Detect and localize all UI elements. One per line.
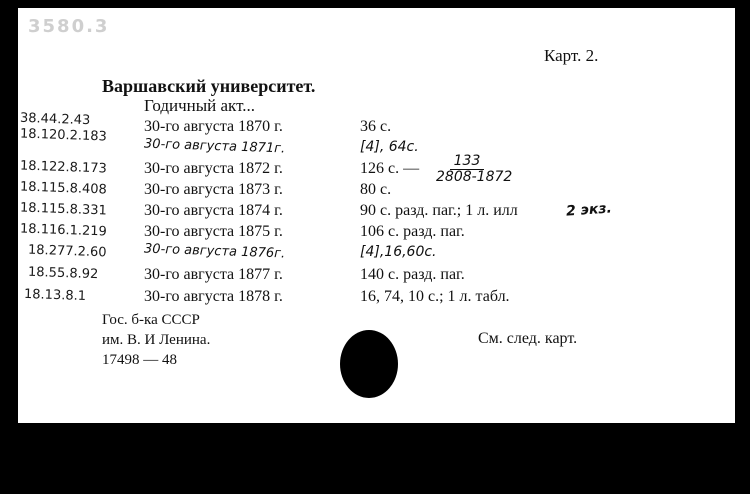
entry-extent-handwritten: [4],16,60с. [360, 244, 437, 260]
entry-extent: 16, 74, 10 с.; 1 л. табл. [360, 288, 510, 305]
entry-date: 30-го августа 1872 г. [144, 160, 283, 177]
entry-date: 30-го августа 1874 г. [144, 202, 283, 219]
entry-extent-handwritten: [4], 64с. [360, 139, 419, 155]
shelfmark: 38.44.2.43 [19, 110, 91, 129]
note-top: 133 [450, 154, 484, 170]
catalog-card [18, 8, 735, 423]
shelfmark: 18.277.2.60 [27, 242, 107, 261]
ink-blot [340, 330, 398, 398]
entry-extent: 126 с. — [360, 160, 420, 177]
entry-date: 30-го августа 1873 г. [144, 181, 283, 198]
entry-row [18, 223, 735, 245]
entry-date: 30-го августа 1870 г. [144, 118, 283, 135]
entry-extent: 80 с. [360, 181, 392, 198]
note-bottom: 2808-1872 [436, 169, 513, 185]
entry-date: 30-го августа 1878 г. [144, 288, 283, 305]
shelfmark: 18.115.8.331 [19, 200, 108, 219]
entry-row [18, 181, 735, 203]
print-number: 17498 — 48 [102, 352, 177, 368]
shelfmark: 18.120.2.183 [19, 126, 108, 145]
entry-extent: 106 с. разд. паг. [360, 223, 465, 240]
entry-row [18, 136, 735, 161]
catalog-stamp: 3580.3 [28, 16, 110, 37]
entry-row [18, 288, 735, 310]
library-dedication: им. В. И Ленина. [102, 332, 211, 348]
entry-date-handwritten: 30-го августа 1871г. [143, 136, 286, 157]
entry-date: 30-го августа 1875 г. [144, 223, 283, 240]
entry-row [18, 266, 735, 288]
entry-date: 30-го августа 1877 г. [144, 266, 283, 283]
shelfmark: 18.55.8.92 [27, 264, 99, 283]
handwritten-scribble: 2 экз. [565, 200, 613, 220]
shelfmark: 18.122.8.173 [19, 158, 108, 177]
card-number: Карт. 2. [544, 46, 599, 65]
entry-date-handwritten: 30-го августа 1876г. [143, 241, 286, 262]
entry-row [18, 202, 735, 224]
entry-extent: 90 с. разд. паг.; 1 л. илл [360, 202, 518, 219]
card-title: Варшавский университет. [102, 76, 316, 96]
shelfmark: 18.115.8.408 [19, 179, 108, 198]
entry-row [18, 153, 735, 185]
entry-extent: 36 с. [360, 118, 392, 135]
library-name: Гос. б-ка СССР [102, 312, 200, 328]
see-next-card: См. след. карт. [478, 330, 578, 347]
entry-row [18, 241, 735, 266]
shelfmark: 18.116.1.219 [19, 221, 108, 240]
shelfmark: 18.13.8.1 [23, 286, 87, 305]
card-subtitle: Годичный акт... [144, 96, 255, 115]
entry-extent: 140 с. разд. паг. [360, 266, 465, 283]
entry-row [18, 118, 735, 145]
